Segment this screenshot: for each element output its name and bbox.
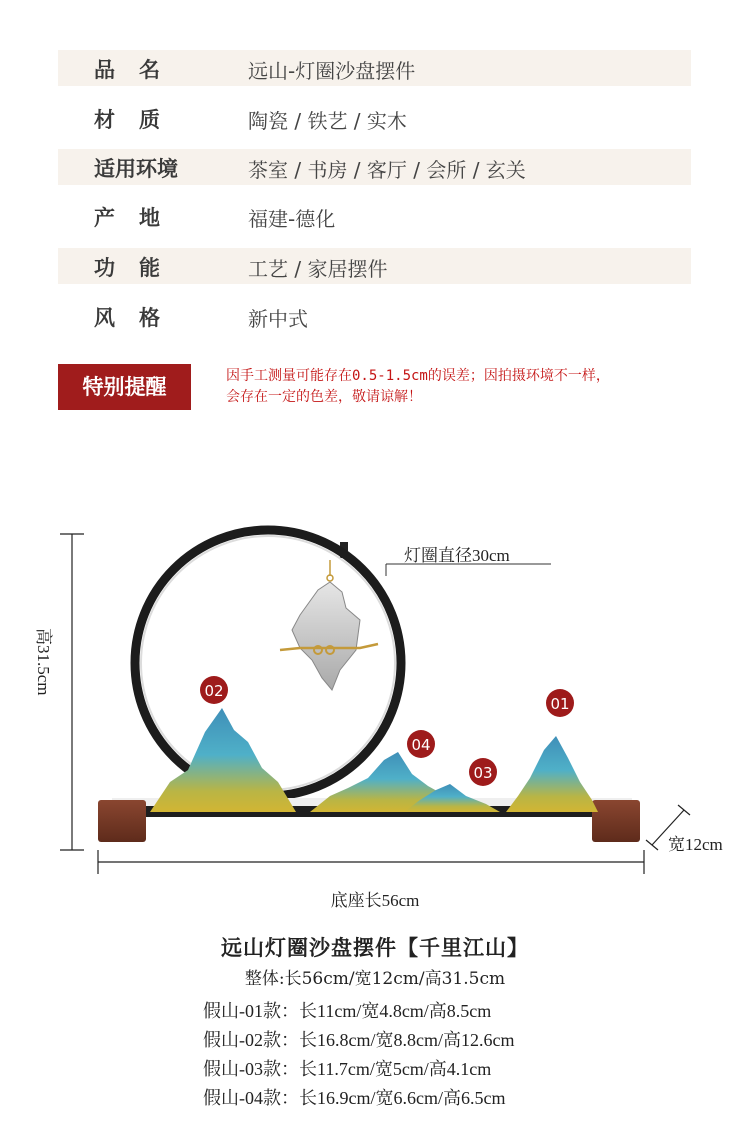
spec-row-function [58,248,691,284]
notice-text [226,366,706,408]
item-dimensions-04: 假山-04款：长16.9cm/宽6.6cm/高6.5cm [203,1088,506,1108]
ring-diameter-label: 灯圈直径30cm [404,546,510,565]
height-dimension [60,534,84,850]
spec-value: 新中式 [248,307,308,331]
notice-line-2: 会存在一定的色差，敬请谅解！ [226,389,422,405]
marker-04 [407,730,435,758]
spec-key: 功能 [94,255,184,280]
spec-key: 品名 [94,57,184,82]
marker-04-label: 04 [411,736,431,754]
marker-03-label: 03 [473,764,493,782]
spec-row-name [58,50,691,86]
width-label: 宽12cm [668,835,723,854]
spec-key: 适用环境 [94,156,178,181]
spec-row-origin [58,198,691,234]
base-length-label: 底座长56cm [330,891,420,910]
item-dimensions-01: 假山-01款：长11cm/宽4.8cm/高8.5cm [203,1001,492,1021]
product-diagram [0,520,750,900]
mountain-01 [506,736,598,812]
spec-value: 工艺 / 家居摆件 [248,257,388,281]
item-dimensions-02: 假山-02款：长16.8cm/宽8.8cm/高12.6cm [203,1030,515,1050]
spec-key: 风格 [94,305,184,330]
height-label: 高31.5cm [34,628,53,696]
item-dimensions-03: 假山-03款：长11.7cm/宽5cm/高4.1cm [203,1059,492,1079]
spec-row-environment [58,149,691,185]
marker-01 [546,689,574,717]
spec-key: 产地 [94,205,184,230]
length-dimension [98,850,644,874]
spec-value: 陶瓷 / 铁艺 / 实木 [248,109,407,133]
spec-value: 茶室 / 书房 / 客厅 / 会所 / 玄关 [248,158,526,182]
light-ring [135,530,401,796]
spec-value: 福建-德化 [248,207,336,231]
product-title: 远山灯圈沙盘摆件【千里江山】 [221,935,529,960]
spec-row-style [58,298,691,334]
spec-row-material [58,100,691,136]
overall-dimensions: 整体:长56cm/宽12cm/高31.5cm [244,969,506,989]
marker-02-label: 02 [204,682,224,700]
notice-line-1: 因手工测量可能存在0.5-1.5cm的误差；因拍摄环境不一样， [226,368,610,384]
spec-value: 远山-灯圈沙盘摆件 [248,59,416,83]
notice-badge: 特别提醒 [58,364,191,410]
marker-01-label: 01 [550,695,570,713]
marker-03 [469,758,497,786]
marker-02 [200,676,228,704]
spec-key: 材质 [94,107,184,132]
